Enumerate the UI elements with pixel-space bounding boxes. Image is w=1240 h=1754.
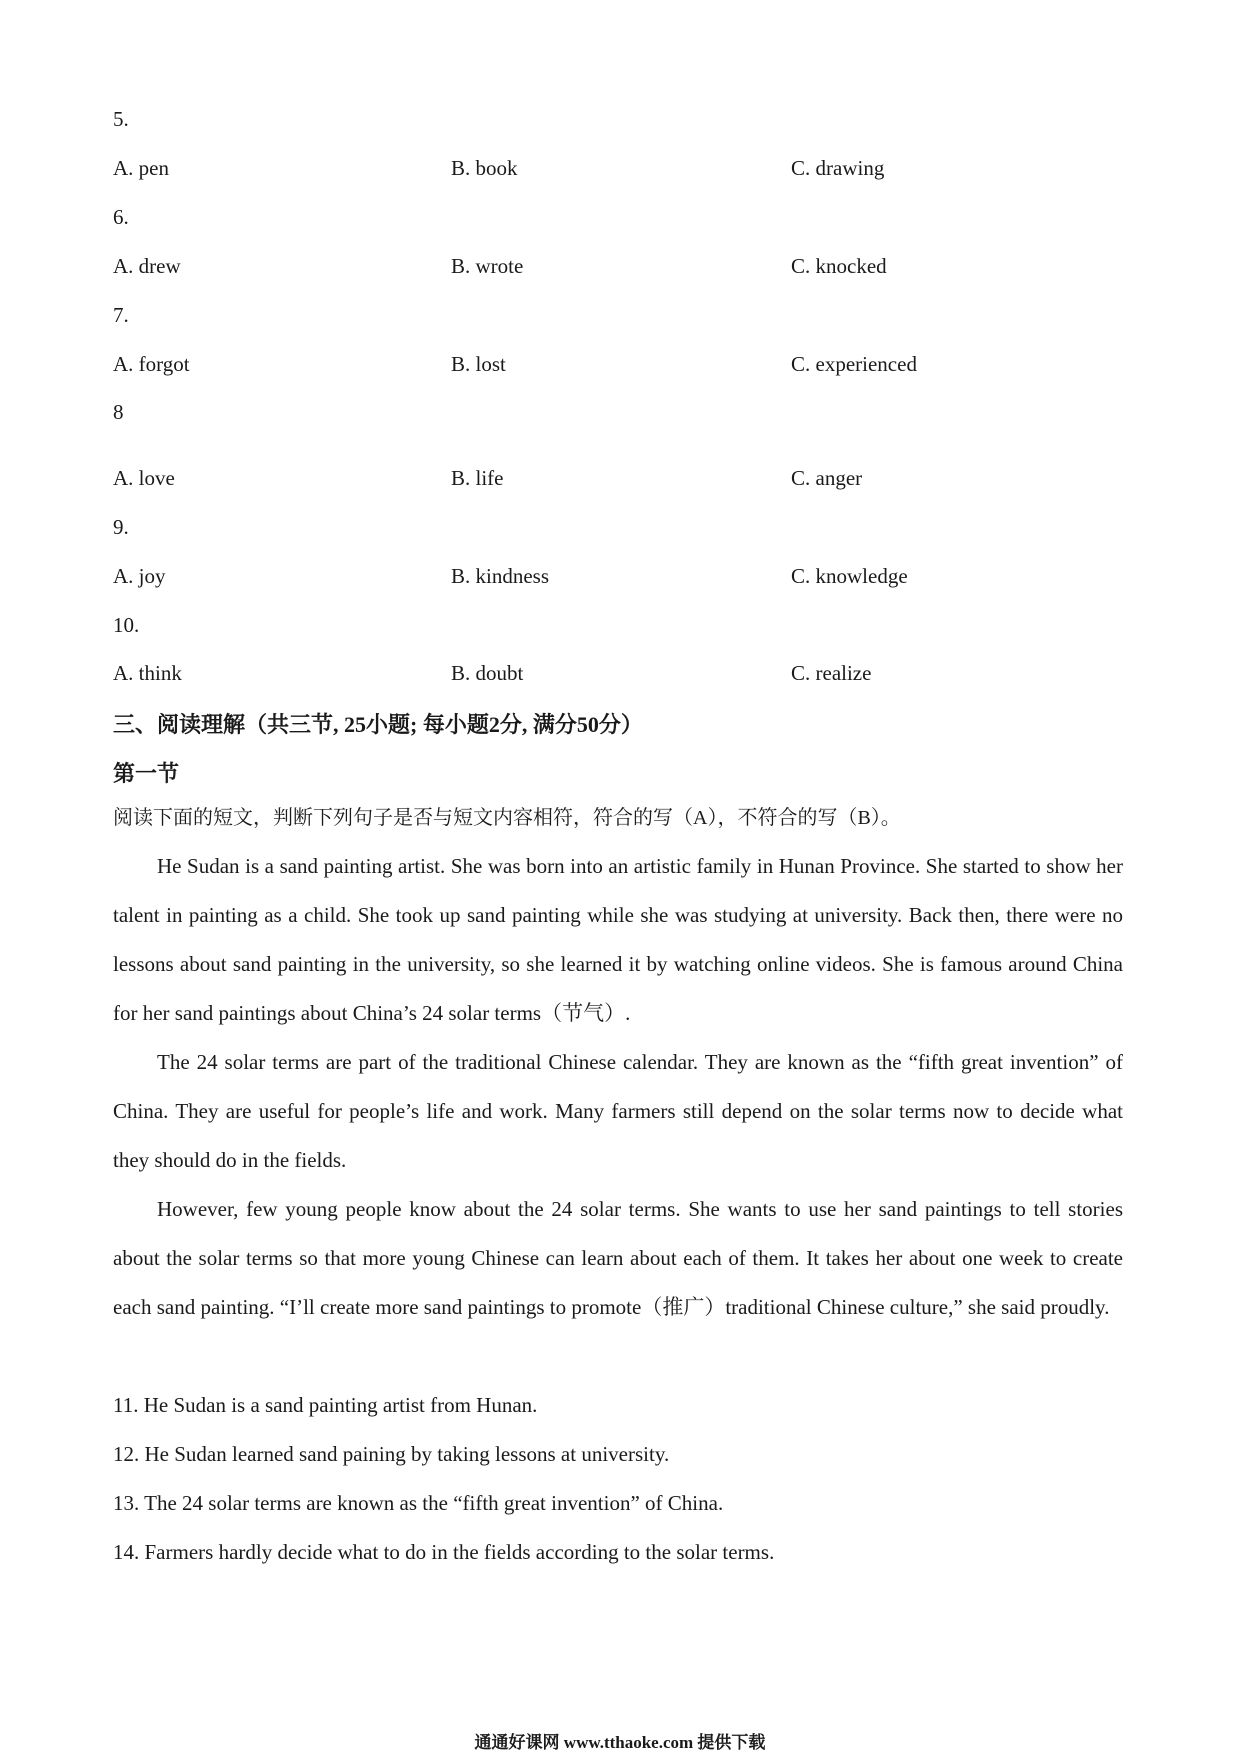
- statement-12: 12. He Sudan learned sand paining by taking lessons at university.: [113, 1442, 670, 1466]
- option-b: B. book: [451, 156, 518, 180]
- option-a: A. love: [113, 466, 175, 490]
- option-b: B. kindness: [451, 564, 550, 588]
- passage-paragraph-1: He Sudan is a sand painting artist. She was born into an artistic family in Hunan Province. She started to show her talent in painting as a child. She took up sand painting while she was studying at university. Back then, there were no lessons about sand painting in the university, so she learned it by watching online videos. She is famous around China for her sand paintings about China’s 24 solar terms（节气）.: [113, 854, 1123, 1025]
- page-footer: 通通好课网 www.tthaoke.com 提供下载: [474, 1733, 766, 1752]
- section-subheading: 第一节: [113, 761, 180, 786]
- option-a: A. think: [113, 661, 182, 685]
- option-b: B. wrote: [451, 254, 524, 278]
- section-heading: 三、阅读理解（共三节, 25小题; 每小题2分, 满分50分）: [113, 712, 643, 737]
- option-b: B. doubt: [451, 661, 524, 685]
- statement-14: 14. Farmers hardly decide what to do in the fields according to the solar terms.: [113, 1540, 775, 1564]
- question-number-6: 6.: [113, 205, 129, 229]
- option-c: C. drawing: [791, 156, 885, 180]
- option-b: B. life: [451, 466, 504, 490]
- option-c: C. knowledge: [791, 564, 908, 588]
- option-a: A. drew: [113, 254, 181, 278]
- question-number-10: 10.: [113, 613, 140, 637]
- question-number-7: 7.: [113, 303, 129, 327]
- reading-passage: [113, 842, 1123, 1332]
- option-a: A. joy: [113, 564, 166, 588]
- option-c: C. knocked: [791, 254, 887, 278]
- question-number-8: 8: [113, 400, 124, 424]
- statement-13: 13. The 24 solar terms are known as the “fifth great invention” of China.: [113, 1491, 724, 1515]
- option-a: A. forgot: [113, 352, 190, 376]
- question-number-5: 5.: [113, 107, 129, 131]
- option-c: C. experienced: [791, 352, 917, 376]
- option-b: B. lost: [451, 352, 506, 376]
- passage-paragraph-3: However, few young people know about the 24 solar terms. She wants to use her sand paintings to tell stories about the solar terms so that more young Chinese can learn about each of them. It takes her about one week to create each sand painting. “I’ll create more sand paintings to promote（推广）traditional Chinese culture,” she said proudly.: [113, 1197, 1123, 1319]
- question-number-9: 9.: [113, 515, 129, 539]
- section-instruction: 阅读下面的短文，判断下列句子是否与短文内容相符，符合的写（A），不符合的写（B）。: [113, 807, 901, 829]
- option-c: C. realize: [791, 661, 872, 685]
- statement-11: 11. He Sudan is a sand painting artist from Hunan.: [113, 1393, 538, 1417]
- passage-paragraph-2: The 24 solar terms are part of the traditional Chinese calendar. They are known as the “fifth great invention” of China. They are useful for people’s life and work. Many farmers still depend on the solar terms now to decide what they should do in the fields.: [113, 1050, 1123, 1172]
- option-c: C. anger: [791, 466, 863, 490]
- option-a: A. pen: [113, 156, 169, 180]
